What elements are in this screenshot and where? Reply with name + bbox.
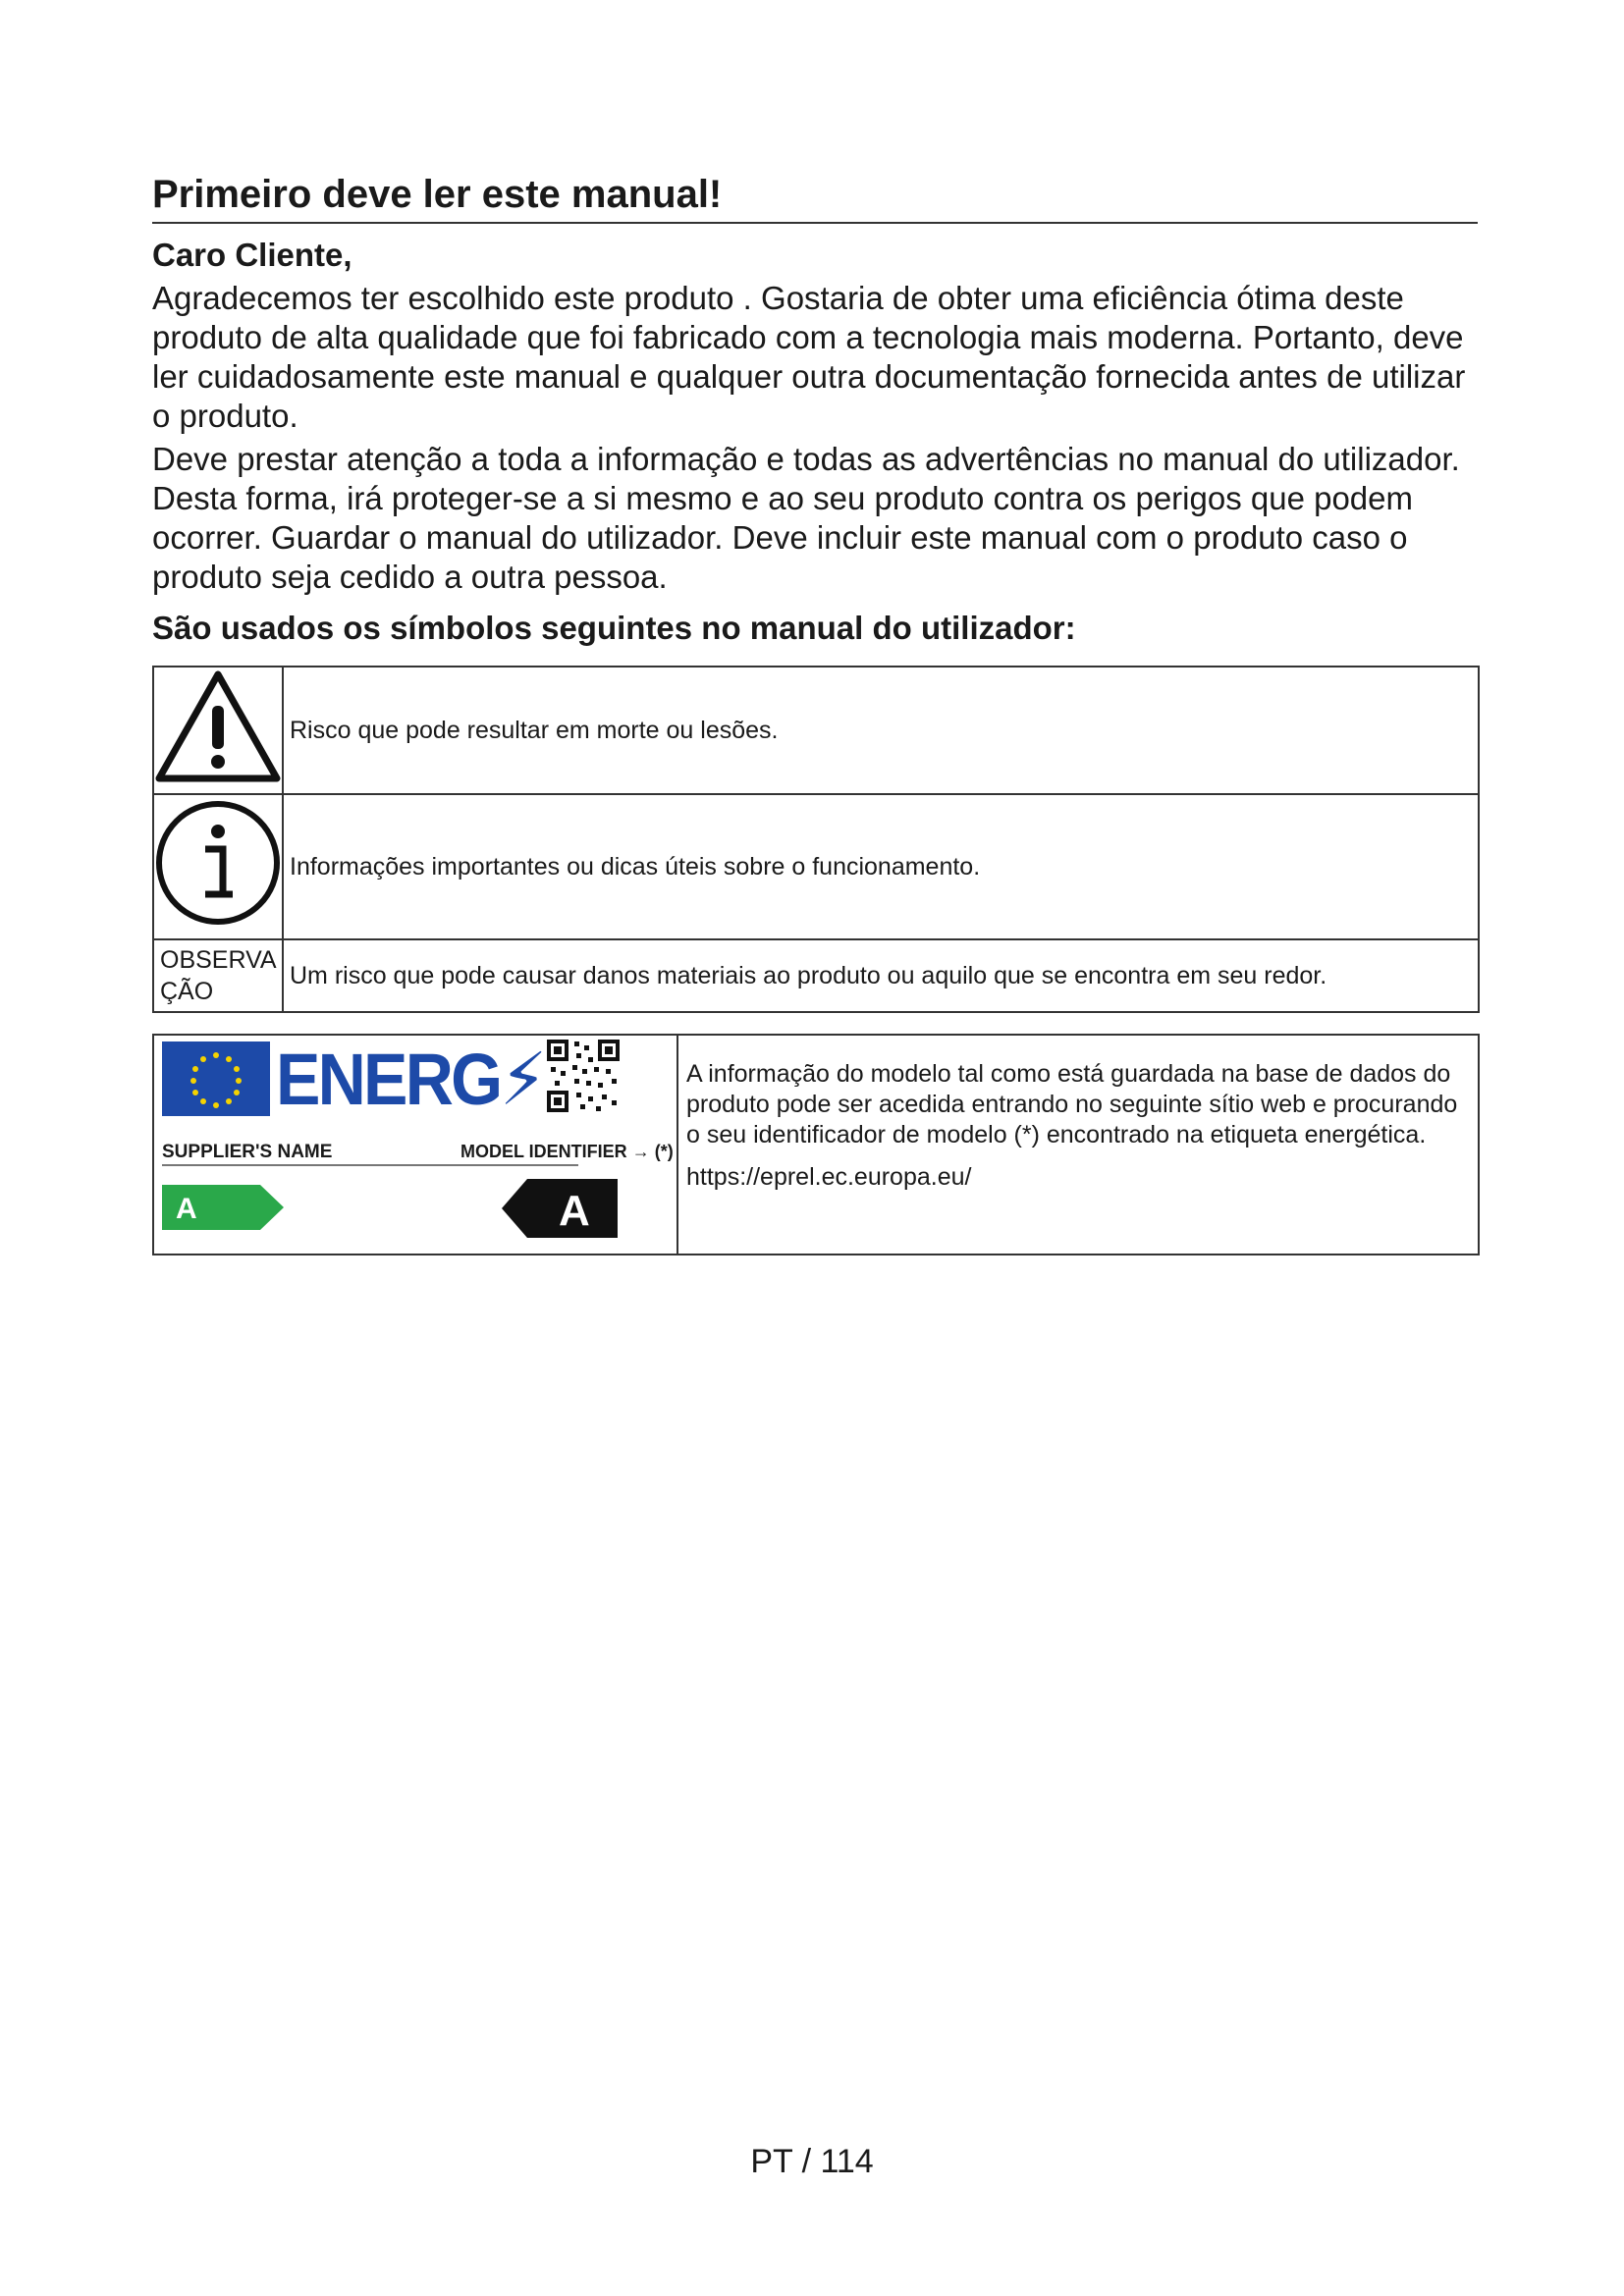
energy-info-cell <box>677 1035 1479 1255</box>
eu-flag-icon <box>162 1041 270 1116</box>
energy-info-text: A informação do modelo tal como está guardada na base de dados do produto pode ser acedida entrando no seguinte sítio web e procurando o seu identificador de modelo (*) encontrado na etiqueta energética. <box>686 1060 1458 1148</box>
lightning-icon: ⚡ <box>500 1039 545 1120</box>
info-icon-cell <box>153 794 283 939</box>
class-left-text: A <box>176 1193 197 1225</box>
energy-brand-word: ENERG⚡ <box>276 1039 545 1120</box>
class-indicator-black <box>502 1179 618 1238</box>
qr-code-icon <box>547 1040 620 1112</box>
symbol-row-warning <box>153 667 1479 794</box>
symbols-heading: São usados os símbolos seguintes no manual do utilizador: <box>152 610 1076 646</box>
greeting: Caro Cliente, <box>152 237 352 273</box>
class-arrow-green <box>162 1185 284 1230</box>
eprel-link[interactable]: https://eprel.ec.europa.eu/ <box>686 1163 972 1191</box>
model-identifier: MODEL IDENTIFIER → (*) <box>460 1142 674 1161</box>
note-label: OBSERVA ÇÃO <box>160 946 276 1005</box>
info-circle-icon <box>154 796 282 930</box>
warning-icon-cell <box>153 667 283 794</box>
warning-triangle-icon <box>155 668 281 784</box>
symbols-table <box>152 666 1480 1013</box>
symbol-row-info <box>153 794 1479 939</box>
class-right-text: A <box>559 1187 590 1235</box>
note-label-cell <box>153 939 283 1012</box>
warning-description: Risco que pode resultar em morte ou lesões. <box>283 667 1479 794</box>
page-number: PT / 114 <box>750 2143 874 2180</box>
note-description: Um risco que pode causar danos materiais ao produto ou aquilo que se encontra em seu redor. <box>283 939 1479 1012</box>
intro-paragraph: Agradecemos ter escolhido este produto . Gostaria de obter uma eficiência ótima deste produto de alta qualidade que foi fabricado com a tecnologia mais moderna. Portanto, deve ler cuidadosamente este manual e qualquer outra documentação fornecida antes de utilizar o produto. <box>152 280 1466 434</box>
energy-label-table <box>152 1034 1480 1255</box>
label-divider <box>162 1164 578 1166</box>
page-title: Primeiro deve ler este manual! <box>152 169 1478 224</box>
info-description: Informações importantes ou dicas úteis sobre o funcionamento. <box>283 794 1479 939</box>
energy-label-image <box>153 1035 677 1255</box>
warnings-paragraph: Deve prestar atenção a toda a informação e todas as advertências no manual do utilizador. Desta forma, irá proteger-se a si mesmo e ao seu produto contra os perigos que podem ocorrer. Guardar o manual do utilizador. Deve incluir este manual com o produto caso o produto seja cedido a outra pessoa. <box>152 441 1460 595</box>
symbol-row-note <box>153 939 1479 1012</box>
supplier-name: SUPPLIER'S NAME <box>162 1142 333 1162</box>
